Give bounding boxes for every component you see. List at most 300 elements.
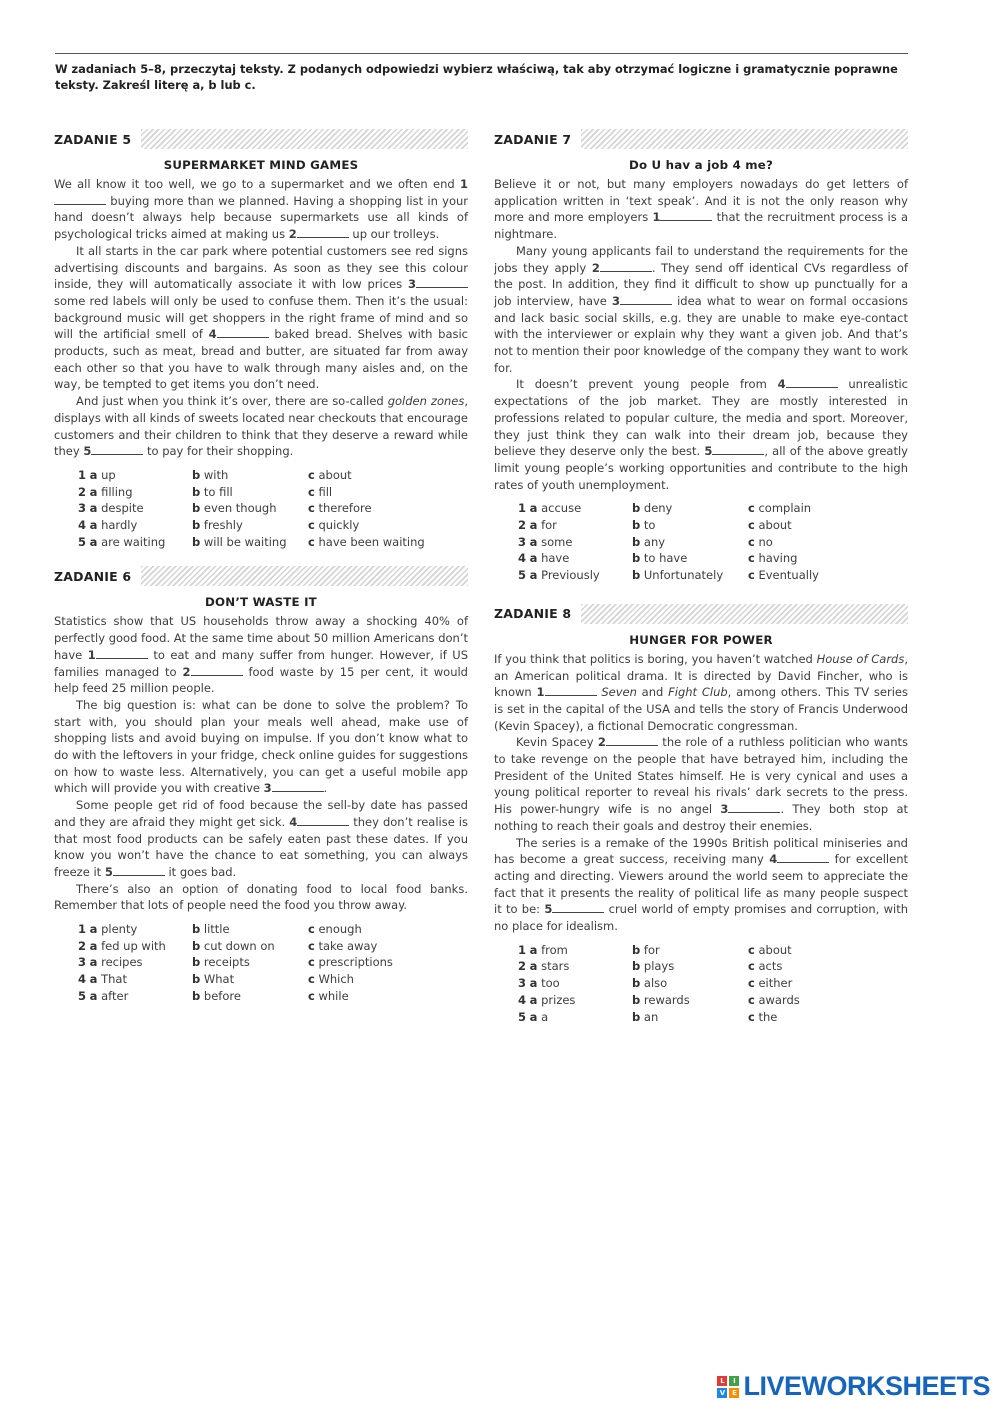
task-title: Do U hav a job 4 me? bbox=[628, 158, 774, 172]
option-letter: c bbox=[748, 992, 755, 1007]
text-segment: It doesn’t prevent young people from bbox=[516, 377, 778, 392]
option-text: have bbox=[541, 551, 570, 566]
option-b[interactable] bbox=[632, 551, 748, 568]
option-b[interactable] bbox=[192, 535, 308, 552]
gap-blank[interactable] bbox=[552, 902, 604, 913]
gap-number: 2 bbox=[288, 227, 297, 242]
option-text: cut down on bbox=[203, 938, 275, 953]
option-number: 5 bbox=[78, 534, 87, 549]
gap-blank[interactable] bbox=[91, 444, 143, 455]
option-letter: c bbox=[748, 1009, 755, 1024]
option-row bbox=[518, 501, 908, 518]
text-segment: Some people get rid of food because the sell-by date has passed and they are afraid they might get sick. bbox=[54, 798, 468, 829]
option-text: to have bbox=[643, 551, 688, 566]
logo-letter: V bbox=[717, 1388, 727, 1398]
text-segment: , an American political drama. It is directed by David Fincher, who is known bbox=[494, 651, 908, 700]
option-a[interactable] bbox=[518, 501, 632, 518]
option-letter: a bbox=[529, 942, 538, 957]
option-text: to bbox=[643, 518, 656, 533]
option-b[interactable] bbox=[192, 989, 308, 1006]
text-segment: Kevin Spacey bbox=[516, 735, 598, 750]
gap-number: 5 bbox=[704, 444, 713, 459]
option-a[interactable] bbox=[78, 955, 192, 972]
option-c[interactable] bbox=[748, 943, 888, 960]
option-text: little bbox=[203, 922, 230, 937]
option-number: 4 bbox=[518, 992, 527, 1007]
option-letter: a bbox=[529, 959, 538, 974]
text-segment: If you think that politics is boring, you haven’t watched bbox=[494, 651, 817, 666]
option-text: plenty bbox=[101, 922, 138, 937]
paragraph bbox=[54, 243, 468, 393]
task-label: ZADANIE 5 bbox=[54, 131, 132, 147]
gap-number: 1 bbox=[536, 685, 545, 700]
text-segment: We all know it too well, we go to a supermarket and we often end bbox=[54, 177, 460, 191]
option-b[interactable] bbox=[192, 518, 308, 535]
option-a[interactable] bbox=[78, 972, 192, 989]
gap-blank[interactable] bbox=[113, 865, 165, 876]
option-a[interactable] bbox=[518, 518, 632, 535]
task-header bbox=[494, 603, 908, 625]
option-letter: a bbox=[529, 534, 538, 549]
option-b[interactable] bbox=[192, 485, 308, 502]
option-letter: b bbox=[632, 942, 641, 957]
text-segment: unrealistic expectations of the job market. They are mostly interested in professions related to popular culture, the media and sport. Moreover, they just think they can walk into their dream job, because they believe they deserve only the best. bbox=[494, 377, 908, 459]
option-letter: b bbox=[632, 976, 641, 991]
text-segment: for excellent acting and directing. Viewers around the world seem to appreciate the fact that it presents the reality of political life as many people suspect it to be: bbox=[494, 852, 908, 917]
option-a[interactable] bbox=[78, 518, 192, 535]
liveworksheets-logo-icon bbox=[717, 1376, 739, 1398]
option-b[interactable] bbox=[632, 943, 748, 960]
answer-options bbox=[518, 943, 908, 1026]
option-letter: b bbox=[632, 959, 641, 974]
option-a[interactable] bbox=[518, 551, 632, 568]
task-header bbox=[494, 128, 908, 150]
option-letter: a bbox=[89, 534, 98, 549]
text-segment: to pay for their shopping. bbox=[143, 444, 294, 459]
option-number: 4 bbox=[518, 551, 527, 566]
gap-blank[interactable] bbox=[96, 648, 148, 659]
text-segment: cruel world of empty promises and corruption, with no place for idealism. bbox=[494, 902, 908, 934]
option-letter: a bbox=[89, 518, 98, 533]
italic-title: Seven bbox=[601, 685, 637, 700]
option-letter: c bbox=[308, 484, 315, 499]
text-segment: they don’t realise is that most food products can be safely eaten past these dates. If you know you won’t have the chance to eat something, you can always freeze it bbox=[54, 814, 468, 879]
option-row bbox=[78, 468, 468, 485]
option-letter: c bbox=[308, 501, 315, 516]
task-label: ZADANIE 7 bbox=[494, 131, 572, 147]
option-c[interactable] bbox=[308, 485, 448, 502]
option-a[interactable] bbox=[518, 959, 632, 976]
text-segment: . bbox=[323, 781, 328, 796]
option-text: therefore bbox=[318, 501, 372, 516]
gap-number: 4 bbox=[289, 814, 298, 829]
text-segment: . They send off identical CVs regardless of the post. In addition, they find it difficult to show up punctually for a job interview, have bbox=[494, 260, 908, 308]
option-c[interactable] bbox=[308, 535, 448, 552]
option-row bbox=[78, 989, 468, 1006]
option-c[interactable] bbox=[748, 501, 888, 518]
option-a[interactable] bbox=[518, 535, 632, 552]
option-a[interactable] bbox=[518, 993, 632, 1010]
task-text bbox=[54, 613, 468, 914]
gap-blank[interactable] bbox=[777, 852, 829, 863]
text-segment: food waste by 15 per cent, it would help feed 25 million people. bbox=[54, 664, 468, 696]
option-a[interactable] bbox=[78, 485, 192, 502]
option-b[interactable] bbox=[192, 939, 308, 956]
footer-logo bbox=[717, 1371, 990, 1402]
option-b[interactable] bbox=[632, 959, 748, 976]
option-row bbox=[78, 922, 468, 939]
option-text: complain bbox=[758, 501, 812, 516]
option-text: after bbox=[101, 988, 129, 1003]
task-header bbox=[54, 128, 468, 150]
text-segment: that the recruitment process is a nightmare. bbox=[494, 210, 908, 242]
option-text: That bbox=[101, 972, 127, 987]
option-letter: a bbox=[89, 955, 98, 970]
option-letter: c bbox=[308, 938, 315, 953]
task-6 bbox=[54, 565, 468, 1005]
option-a[interactable] bbox=[78, 535, 192, 552]
option-text: up bbox=[101, 467, 116, 482]
option-letter: b bbox=[632, 518, 641, 533]
text-segment: . They both stop at nothing to reach their goals and destroy their enemies. bbox=[494, 802, 908, 833]
option-number: 2 bbox=[518, 959, 527, 974]
option-a[interactable] bbox=[78, 468, 192, 485]
gap-number: 5 bbox=[83, 444, 92, 459]
option-text: recipes bbox=[101, 955, 143, 970]
text-segment: Believe it or not, but many employers nowadays do get letters of application written in ‘text speak’. And it is not the only reason why more and more employers bbox=[494, 177, 908, 225]
gap-number: 5 bbox=[104, 864, 113, 879]
option-number: 3 bbox=[78, 501, 87, 516]
option-row bbox=[518, 993, 908, 1010]
option-text: rewards bbox=[643, 992, 690, 1007]
option-letter: a bbox=[89, 988, 98, 1003]
task-8 bbox=[494, 603, 908, 1026]
option-text: have been waiting bbox=[318, 534, 425, 549]
paragraph bbox=[54, 393, 468, 460]
option-b[interactable] bbox=[192, 468, 308, 485]
option-text: from bbox=[541, 942, 568, 957]
option-text: for bbox=[541, 518, 557, 533]
task-title: DON’T WASTE IT bbox=[205, 595, 317, 610]
option-c[interactable] bbox=[748, 535, 888, 552]
option-c[interactable] bbox=[308, 518, 448, 535]
option-letter: c bbox=[748, 942, 755, 957]
option-b[interactable] bbox=[192, 972, 308, 989]
gap-blank[interactable] bbox=[217, 327, 269, 338]
option-letter: a bbox=[89, 922, 98, 937]
gap-number: 3 bbox=[611, 293, 620, 308]
option-number: 2 bbox=[78, 938, 87, 953]
option-number: 2 bbox=[78, 484, 87, 499]
option-a[interactable] bbox=[518, 976, 632, 993]
text-segment: , all of the above greatly limit young people’s working opportunities and contribute to the high rates of youth unemployment. bbox=[494, 444, 908, 492]
option-c[interactable] bbox=[308, 989, 448, 1006]
paragraph bbox=[494, 651, 908, 735]
option-row bbox=[518, 518, 908, 535]
gap-number: 2 bbox=[591, 260, 600, 275]
option-letter: b bbox=[192, 938, 201, 953]
option-text: while bbox=[318, 988, 349, 1003]
option-text: the bbox=[758, 1009, 778, 1024]
option-a[interactable] bbox=[518, 1010, 632, 1027]
instruction-text: W zadaniach 5–8, przeczytaj teksty. Z podanych odpowiedzi wybierz właściwą, tak aby otrzymać logiczne i gramatycznie poprawne teksty. Zakreśl literę a, b lub c. bbox=[55, 62, 898, 92]
option-letter: c bbox=[308, 922, 315, 937]
text-segment: It all starts in the car park where potential customers see red signs advertising discounts and bargains. As soon as they see this colour inside, they will automatically associate it with low prices bbox=[54, 243, 468, 292]
option-text: freshly bbox=[203, 518, 243, 533]
option-letter: b bbox=[632, 568, 641, 583]
option-letter: a bbox=[529, 501, 538, 516]
option-letter: b bbox=[192, 534, 201, 549]
option-row bbox=[518, 976, 908, 993]
option-b[interactable] bbox=[632, 568, 748, 585]
gap-blank[interactable] bbox=[606, 735, 658, 746]
option-text: some bbox=[541, 534, 573, 549]
option-letter: b bbox=[632, 501, 641, 516]
option-text: will be waiting bbox=[203, 534, 287, 549]
gap-blank[interactable] bbox=[600, 261, 652, 272]
text-segment: Many young applicants fail to understand the requirements for the jobs they apply bbox=[494, 243, 908, 275]
option-c[interactable] bbox=[308, 922, 448, 939]
option-text: deny bbox=[643, 501, 673, 516]
option-row bbox=[78, 485, 468, 502]
gap-blank[interactable] bbox=[297, 227, 349, 238]
gap-blank[interactable] bbox=[545, 685, 597, 696]
option-b[interactable] bbox=[192, 955, 308, 972]
option-letter: a bbox=[89, 467, 98, 482]
option-b[interactable] bbox=[632, 535, 748, 552]
option-letter: a bbox=[529, 551, 538, 566]
option-b[interactable] bbox=[192, 501, 308, 518]
option-text: are waiting bbox=[101, 534, 166, 549]
option-letter: a bbox=[529, 1009, 538, 1024]
option-letter: c bbox=[308, 988, 315, 1003]
option-letter: c bbox=[308, 972, 315, 987]
answer-options bbox=[518, 501, 908, 584]
text-segment: baked bread. Shelves with basic products, such as meat, bread and butter, are situated far from away each other so that you have to walk through many aisles and, on the way, be tempted to get items you don’t need. bbox=[54, 327, 469, 392]
option-number: 1 bbox=[78, 922, 87, 937]
option-row bbox=[78, 501, 468, 518]
gap-blank[interactable] bbox=[416, 277, 468, 288]
option-text: a bbox=[541, 1009, 549, 1024]
gap-number: 1 bbox=[652, 210, 661, 225]
option-a[interactable] bbox=[78, 922, 192, 939]
gap-blank[interactable] bbox=[712, 444, 764, 455]
option-letter: b bbox=[632, 551, 641, 566]
paragraph bbox=[54, 176, 468, 243]
gap-blank[interactable] bbox=[272, 781, 324, 792]
task-label: ZADANIE 8 bbox=[494, 606, 572, 622]
option-letter: b bbox=[632, 534, 641, 549]
option-number: 1 bbox=[518, 501, 527, 516]
option-letter: a bbox=[89, 972, 98, 987]
option-text: for bbox=[643, 942, 660, 957]
text-segment: some red labels will only be used to confuse them. Then it’s the usual: background music will get shoppers in the right frame of mind and so will the artificial smell of bbox=[54, 293, 468, 342]
option-letter: b bbox=[192, 518, 201, 533]
option-text: even though bbox=[203, 501, 277, 516]
option-text: to fill bbox=[203, 484, 233, 499]
gap-blank[interactable] bbox=[54, 194, 106, 205]
text-segment: idea what to wear on formal occasions and lack basic social skills, e.g. they are unable to make eye-contact with the interviewer or explain why they want a given job. And that’s not to mention their poor knowledge of the company they want to work for. bbox=[494, 293, 908, 375]
option-text: acts bbox=[758, 959, 783, 974]
text-segment: , among others. This TV series is set in the capital of the USA and tells the story of Francis Underwood (Kevin Spacey), a fictional Democratic congressman. bbox=[494, 685, 908, 733]
option-b[interactable] bbox=[632, 993, 748, 1010]
option-text: Previously bbox=[541, 568, 600, 583]
paragraph bbox=[494, 835, 908, 935]
paragraph bbox=[54, 613, 468, 697]
option-c[interactable] bbox=[308, 955, 448, 972]
option-text: What bbox=[203, 972, 235, 987]
option-number: 3 bbox=[78, 955, 87, 970]
option-text: too bbox=[541, 976, 560, 991]
task-text bbox=[494, 176, 908, 493]
option-number: 4 bbox=[78, 972, 87, 987]
option-letter: b bbox=[192, 484, 201, 499]
option-c[interactable] bbox=[748, 551, 888, 568]
task-title: HUNGER FOR POWER bbox=[629, 632, 773, 647]
option-text: despite bbox=[101, 501, 144, 516]
option-b[interactable] bbox=[632, 1010, 748, 1027]
option-letter: c bbox=[748, 568, 755, 583]
text-segment: And just when you think it’s over, there are so-called bbox=[76, 394, 388, 409]
option-b[interactable] bbox=[192, 922, 308, 939]
option-text: about bbox=[318, 467, 352, 482]
option-text: accuse bbox=[541, 501, 582, 516]
option-number: 4 bbox=[78, 518, 87, 533]
gap-blank[interactable] bbox=[297, 815, 349, 826]
option-letter: c bbox=[308, 955, 315, 970]
text-segment: Statistics show that US households throw away a shocking 40% of perfectly good food. At the same time about 50 million Americans don’t have bbox=[54, 614, 468, 662]
option-c[interactable] bbox=[308, 468, 448, 485]
option-row bbox=[78, 972, 468, 989]
logo-letter: E bbox=[729, 1388, 739, 1398]
text-segment: up our trolleys. bbox=[348, 227, 440, 242]
gap-number: 4 bbox=[208, 327, 217, 342]
brand-name: LIVEWORKSHEETS bbox=[743, 1371, 990, 1401]
option-text: either bbox=[758, 976, 793, 991]
option-row bbox=[78, 955, 468, 972]
option-c[interactable] bbox=[748, 959, 888, 976]
option-b[interactable] bbox=[632, 501, 748, 518]
option-text: quickly bbox=[318, 518, 360, 533]
option-text: fill bbox=[318, 484, 333, 499]
option-letter: a bbox=[89, 938, 98, 953]
option-letter: b bbox=[632, 992, 641, 1007]
option-text: Eventually bbox=[758, 568, 819, 583]
left-column bbox=[54, 128, 468, 1005]
paragraph bbox=[494, 243, 908, 377]
gap-number: 3 bbox=[263, 781, 272, 796]
option-c[interactable] bbox=[748, 568, 888, 585]
gap-number: 1 bbox=[87, 647, 96, 662]
option-letter: a bbox=[89, 501, 98, 516]
option-letter: c bbox=[748, 959, 755, 974]
option-row bbox=[518, 943, 908, 960]
option-row bbox=[78, 518, 468, 535]
gap-number: 1 bbox=[459, 177, 468, 191]
option-text: having bbox=[758, 551, 798, 566]
gap-number: 4 bbox=[777, 377, 786, 392]
option-row bbox=[518, 568, 908, 585]
option-text: fed up with bbox=[101, 938, 166, 953]
option-text: hardly bbox=[101, 518, 138, 533]
task-title: SUPERMARKET MIND GAMES bbox=[163, 158, 359, 172]
option-c[interactable] bbox=[308, 972, 448, 989]
gap-blank[interactable] bbox=[620, 294, 672, 305]
logo-letter: I bbox=[729, 1376, 739, 1386]
option-row bbox=[518, 551, 908, 568]
gap-number: 4 bbox=[769, 852, 778, 867]
gap-number: 5 bbox=[544, 902, 553, 917]
option-c[interactable] bbox=[748, 976, 888, 993]
option-letter: b bbox=[192, 955, 201, 970]
option-a[interactable] bbox=[78, 939, 192, 956]
option-text: Unfortunately bbox=[643, 568, 724, 583]
option-text: before bbox=[203, 988, 241, 1003]
option-b[interactable] bbox=[632, 976, 748, 993]
option-a[interactable] bbox=[518, 568, 632, 585]
task-5 bbox=[54, 128, 468, 551]
option-text: receipts bbox=[203, 955, 250, 970]
text-segment: There’s also an option of donating food to local food banks. Remember that lots of people need the food you throw away. bbox=[54, 881, 468, 913]
logo-letter: L bbox=[717, 1376, 727, 1386]
option-text: enough bbox=[318, 922, 362, 937]
option-letter: b bbox=[192, 922, 201, 937]
text-segment: The series is a remake of the 1990s British political miniseries and has become a great success, receiving many bbox=[494, 835, 908, 867]
option-text: stars bbox=[541, 959, 570, 974]
option-row bbox=[78, 939, 468, 956]
option-number: 3 bbox=[518, 976, 527, 991]
option-c[interactable] bbox=[748, 993, 888, 1010]
option-text: an bbox=[643, 1009, 659, 1024]
option-number: 1 bbox=[518, 942, 527, 957]
option-row bbox=[518, 535, 908, 552]
option-text: take away bbox=[318, 938, 378, 953]
option-a[interactable] bbox=[518, 943, 632, 960]
top-rule bbox=[55, 53, 908, 54]
option-letter: c bbox=[748, 534, 755, 549]
option-b[interactable] bbox=[632, 518, 748, 535]
option-row bbox=[518, 1010, 908, 1027]
option-c[interactable] bbox=[308, 501, 448, 518]
option-a[interactable] bbox=[78, 501, 192, 518]
option-letter: b bbox=[192, 467, 201, 482]
paragraph bbox=[494, 176, 908, 243]
option-c[interactable] bbox=[748, 1010, 888, 1027]
answer-options bbox=[78, 468, 468, 551]
option-letter: c bbox=[748, 501, 755, 516]
paragraph bbox=[494, 376, 908, 493]
gap-blank[interactable] bbox=[786, 377, 838, 388]
italic-title: House of Cards bbox=[816, 651, 905, 666]
gap-blank[interactable] bbox=[660, 210, 712, 221]
option-text: awards bbox=[758, 992, 800, 1007]
option-text: Which bbox=[318, 972, 354, 987]
gap-blank[interactable] bbox=[728, 802, 780, 813]
option-letter: a bbox=[529, 518, 538, 533]
paragraph bbox=[54, 881, 468, 914]
option-text: prizes bbox=[541, 992, 576, 1007]
option-c[interactable] bbox=[308, 939, 448, 956]
option-c[interactable] bbox=[748, 518, 888, 535]
gap-number: 3 bbox=[407, 277, 416, 292]
option-row bbox=[518, 959, 908, 976]
option-letter: c bbox=[748, 976, 755, 991]
option-a[interactable] bbox=[78, 989, 192, 1006]
option-number: 1 bbox=[78, 467, 87, 482]
gap-blank[interactable] bbox=[191, 665, 243, 676]
option-letter: c bbox=[748, 518, 755, 533]
option-text: prescriptions bbox=[318, 955, 393, 970]
